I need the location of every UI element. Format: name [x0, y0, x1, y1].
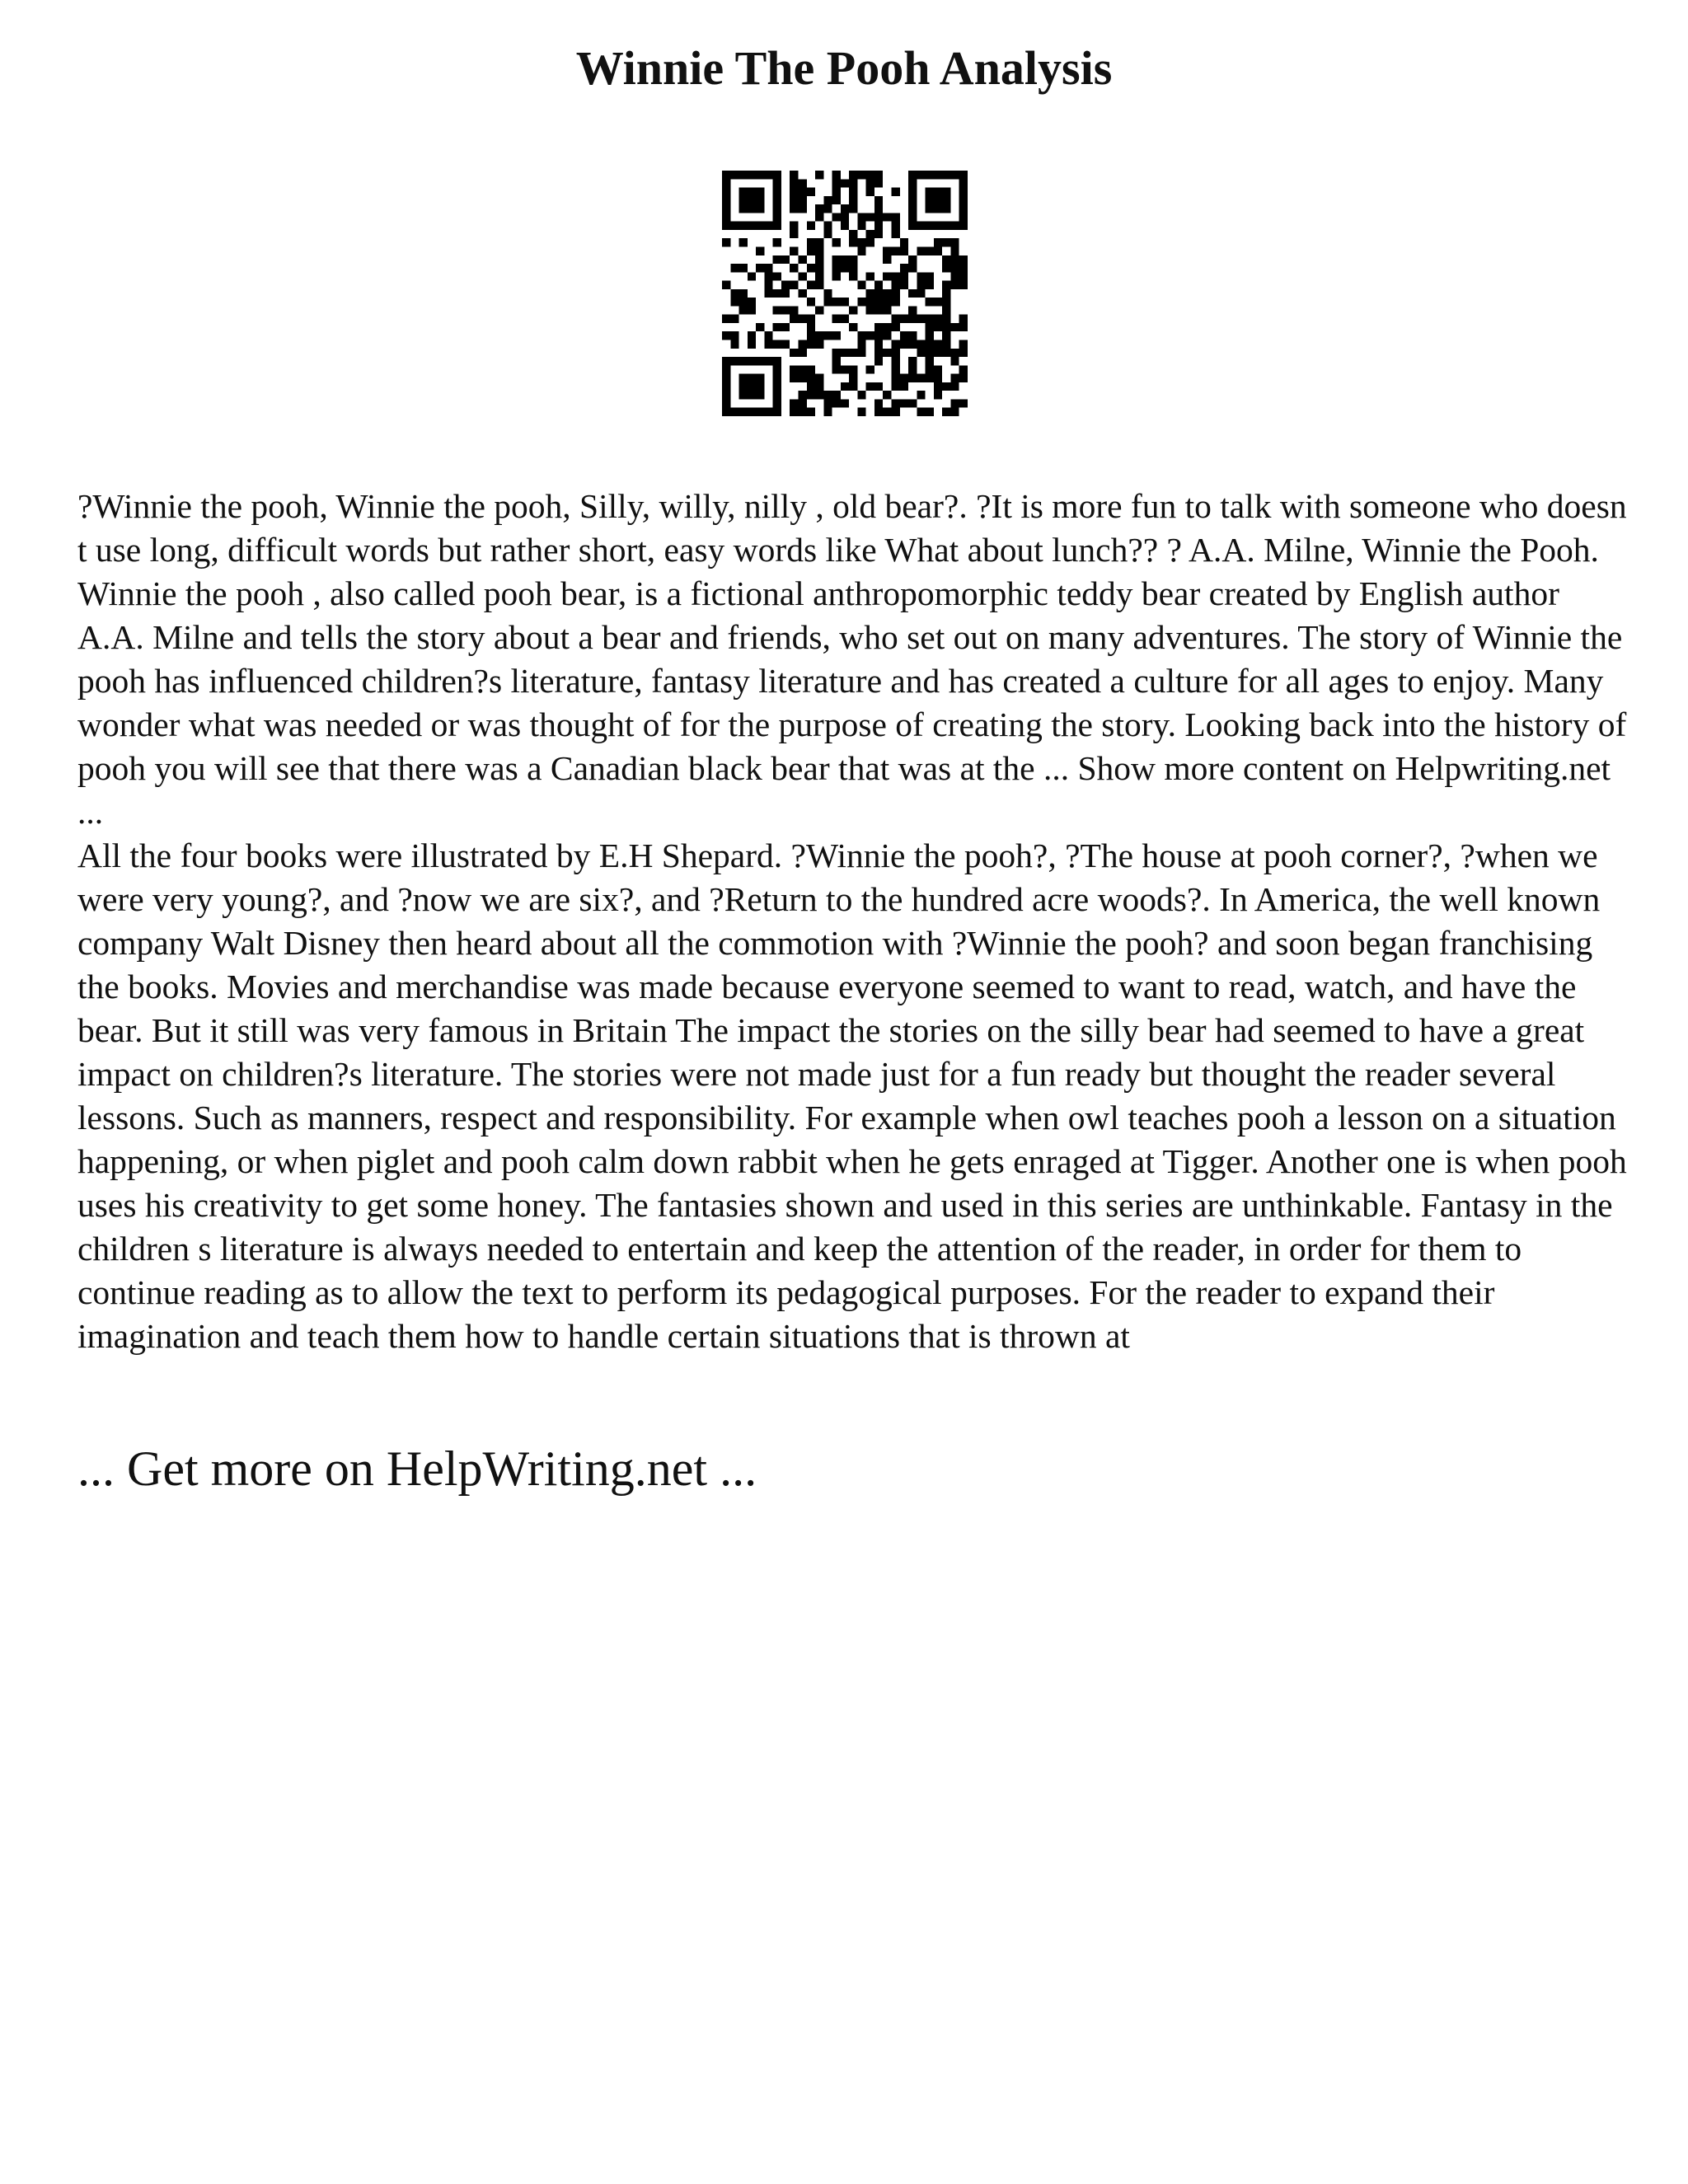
article-body — [77, 485, 1627, 1358]
paragraph: All the four books were illustrated by E.H Shepard. ?Winnie the pooh?, ?The house at pooh corner?, ?when we were very young?, and ?now we are six?, and ?Return to the hundred acre woods?. In America, the well known company Walt Disney then heard about all the commotion with ?Winnie the pooh? and soon began franchising the books. Movies and merchandise was made because everyone seemed to want to read, watch, and have the bear. But it still was very famous in Britain The impact the stories on the silly bear had seemed to have a great impact on children?s literature. The stories were not made just for a fun ready but thought the reader several lessons. Such as manners, respect and responsibility. For example when owl teaches pooh a lesson on a situation happening, or when piglet and pooh calm down rabbit when he gets enraged at Tigger. Another one is when pooh uses his creativity to get some honey. The fantasies shown and used in this series are unthinkable. Fantasy in the children s literature is always needed to entertain and keep the attention of the reader, in order for them to continue reading as to allow the text to perform its pedagogical purposes. For the reader to expand their imagination and teach them how to handle certain situations that is thrown at — [77, 837, 1627, 1355]
get-more-link[interactable]: ... Get more on HelpWriting.net ... — [77, 1441, 757, 1496]
qr-code-icon — [722, 171, 968, 416]
paragraph: ?Winnie the pooh, Winnie the pooh, Silly, willy, nilly , old bear?. ?It is more fun to talk with someone who doesn t use long, difficult words but rather short, easy words like What about lunch?? ? A.A. Milne, Winnie the Pooh. Winnie the pooh , also called pooh bear, is a fictional anthropomorphic teddy bear created by English author A.A. Milne and tells the story about a bear and friends, who set out on many adventures. The story of Winnie the pooh has influenced children?s literature, fantasy literature and has created a culture for all ages to enjoy. Many wonder what was needed or was thought of for the purpose of creating the story. Looking back into the history of pooh you will see that there was a Canadian black bear that was at the ... Show more content on Helpwriting.net ... — [77, 487, 1627, 831]
page-title: Winnie The Pooh Analysis — [575, 41, 1113, 95]
